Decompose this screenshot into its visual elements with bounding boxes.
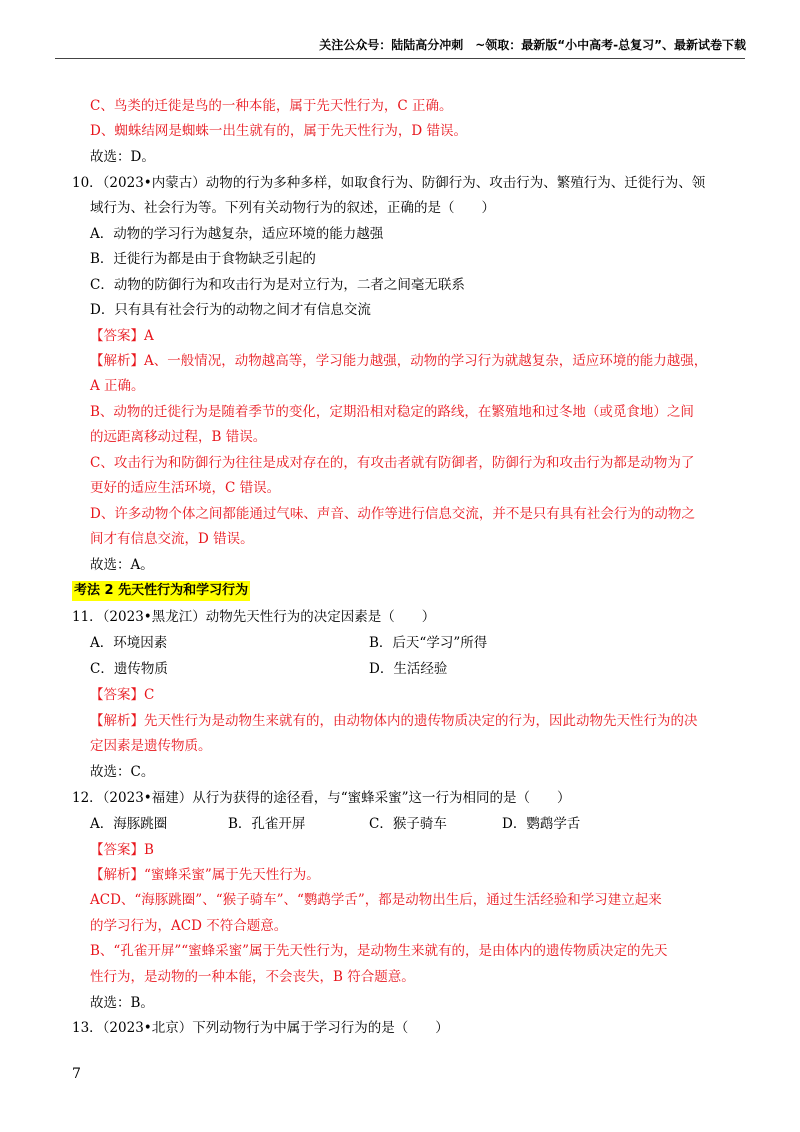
explanation-line: B、动物的迁徙行为是随着季节的变化，定期沿相对稳定的路线，在繁殖地和过冬地（或觅食地）之间: [90, 404, 694, 420]
question-10-stem-cont: 域行为、社会行为等。下列有关动物行为的叙述，正确的是（ ）: [90, 200, 495, 216]
explanation-line: C、鸟类的迁徙是鸟的一种本能，属于先天性行为，C 正确。: [90, 98, 453, 114]
option-b: B．后天“学习”所得: [369, 635, 488, 651]
option-c: C．猴子骑车: [369, 816, 447, 832]
option-d: D．只有具有社会行为的动物之间才有信息交流: [90, 302, 371, 318]
answer-line: 【答案】C: [90, 687, 155, 703]
explanation-line: 间才有信息交流，D 错误。: [90, 531, 254, 547]
answer-line: 【答案】A: [90, 328, 154, 344]
selection-line: 故选：D。: [90, 149, 155, 165]
explanation-line: 的远距离移动过程，B 错误。: [90, 429, 267, 445]
explanation-line: 性行为，是动物的一种本能，不会丧失，B 符合题意。: [90, 969, 415, 985]
section-heading: 考法 2 先天性行为和学习行为: [72, 581, 250, 601]
header-divider: [55, 58, 745, 59]
option-b: B．孔雀开屏: [228, 816, 306, 832]
explanation-line: ACD、“海豚跳圈”、“猴子骑车”、“鹦鹉学舌”，都是动物出生后，通过生活经验和学习建立起来: [90, 892, 662, 908]
explanation-line: D、蜘蛛结网是蜘蛛一出生就有的，属于先天性行为，D 错误。: [90, 123, 467, 139]
explanation-line: 定因素是遗传物质。: [90, 738, 212, 754]
selection-line: 故选：A。: [90, 557, 154, 573]
explanation-line: 更好的适应生活环境，C 错误。: [90, 480, 281, 496]
explanation-line: 【解析】先天性行为是动物生来就有的，由动物体内的遗传物质决定的行为，因此动物先天性行为的决: [90, 713, 698, 729]
selection-line: 故选：C。: [90, 764, 155, 780]
option-c: C．动物的防御行为和攻击行为是对立行为，二者之间毫无联系: [90, 277, 465, 293]
explanation-line: A 正确。: [90, 378, 145, 394]
selection-line: 故选：B。: [90, 995, 154, 1011]
explanation-line: B、“孔雀开屏”“蜜蜂采蜜”属于先天性行为，是动物生来就有的，是由体内的遗传物质决定的先天: [90, 943, 668, 959]
question-10-stem: 10．（2023•内蒙古）动物的行为多种多样，如取食行为、防御行为、攻击行为、繁殖行为、迁徙行为、领: [72, 175, 706, 191]
answer-line: 【答案】B: [90, 842, 154, 858]
page-header: 关注公众号：陆陆高分冲刺 ~领取：最新版“小中高考-总复习”、最新试卷下载: [319, 38, 746, 52]
option-a: A．动物的学习行为越复杂，适应环境的能力越强: [90, 226, 384, 242]
question-11-stem: 11．（2023•黑龙江）动物先天性行为的决定因素是（ ）: [72, 609, 436, 625]
question-12-stem: 12．（2023•福建）从行为获得的途径看，与“蜜蜂采蜜”这一行为相同的是（ ）: [72, 790, 571, 806]
option-a: A．环境因素: [90, 635, 168, 651]
option-d: D．鹦鹉学舌: [502, 816, 581, 832]
explanation-line: D、许多动物个体之间都能通过气味、声音、动作等进行信息交流，并不是只有具有社会行为的动物之: [90, 506, 695, 522]
page-number: 7: [72, 1066, 81, 1082]
option-a: A．海豚跳圈: [90, 816, 168, 832]
question-13-stem: 13．（2023•北京）下列动物行为中属于学习行为的是（ ）: [72, 1020, 449, 1036]
explanation-line: C、攻击行为和防御行为往往是成对存在的，有攻击者就有防御者，防御行为和攻击行为都是动物为了: [90, 455, 695, 471]
option-d: D．生活经验: [369, 661, 448, 677]
option-c: C．遗传物质: [90, 661, 168, 677]
explanation-line: 【解析】A、一般情况，动物越高等，学习能力越强，动物的学习行为就越复杂，适应环境的能力越强，: [90, 353, 708, 369]
option-b: B．迁徙行为都是由于食物缺乏引起的: [90, 251, 316, 267]
explanation-line: 【解析】“蜜蜂采蜜”属于先天性行为。: [90, 867, 320, 883]
explanation-line: 的学习行为，ACD 不符合题意。: [90, 918, 288, 934]
